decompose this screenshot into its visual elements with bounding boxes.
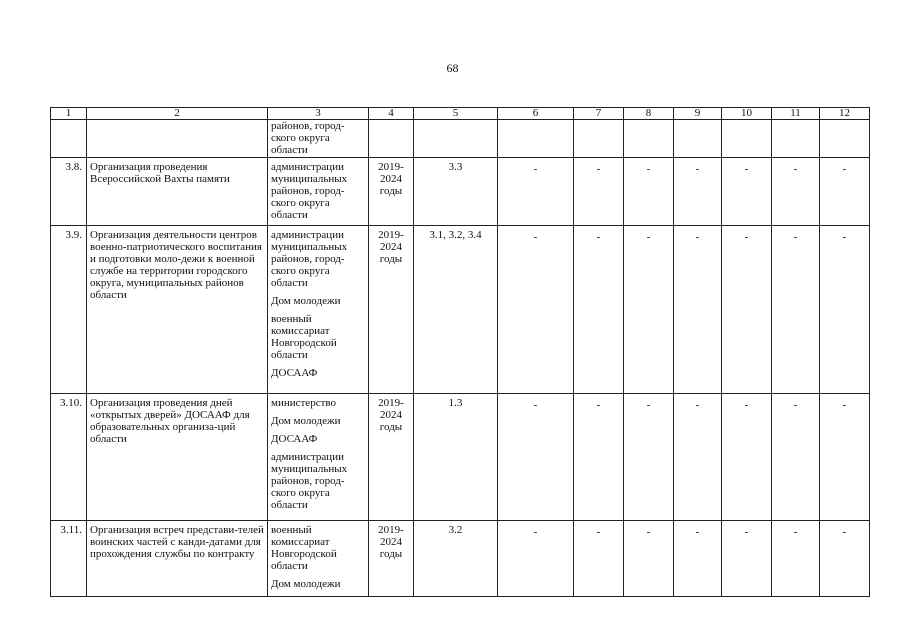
- value-cell: -: [722, 158, 772, 226]
- executor-cell: районов, город- ского округа области: [268, 120, 369, 158]
- years-line: 2019-: [378, 397, 404, 409]
- value-cell: -: [674, 158, 722, 226]
- executor-cell: [268, 226, 369, 394]
- years-line: 2019-: [378, 524, 404, 536]
- value-cell: -: [624, 226, 674, 394]
- header-cell: 10: [722, 108, 772, 120]
- executor: Дом молодежи: [271, 578, 341, 590]
- executor: администрации муниципальных районов, город-ского округа области: [271, 229, 348, 289]
- indicator-numbers: 3.1, 3.2, 3.4: [414, 226, 498, 394]
- executor: военный комиссариат Новгородской области: [271, 313, 337, 361]
- years-cell: [369, 158, 414, 226]
- value-cell: -: [722, 394, 772, 521]
- value-cell: -: [574, 394, 624, 521]
- header-cell: 2: [87, 108, 268, 120]
- executor: администрации муниципальных районов, город-ского округа области: [271, 161, 348, 221]
- header-cell: 5: [414, 108, 498, 120]
- years-line: годы: [379, 548, 403, 560]
- value-cell: -: [820, 158, 870, 226]
- years-line: 2024: [380, 409, 402, 421]
- value-cell: -: [820, 226, 870, 394]
- executor-cell: [268, 158, 369, 226]
- value-cell: -: [772, 394, 820, 521]
- value-cell: -: [674, 521, 722, 597]
- header-cell: 12: [820, 108, 870, 120]
- value-cell: -: [772, 226, 820, 394]
- value-cell: -: [820, 521, 870, 597]
- executor: министерство: [271, 397, 337, 409]
- row-number: 3.9.: [51, 226, 87, 394]
- years-line: 2024: [380, 241, 402, 253]
- value-cell: -: [624, 158, 674, 226]
- value-cell: -: [498, 158, 574, 226]
- value-cell: -: [722, 521, 772, 597]
- indicator-numbers: 3.2: [414, 521, 498, 597]
- table-row: [51, 394, 870, 521]
- years-line: годы: [379, 185, 403, 197]
- indicator-numbers: 3.3: [414, 158, 498, 226]
- table-row: [51, 226, 870, 394]
- indicator-numbers: 1.3: [414, 394, 498, 521]
- executor: администрации муниципальных районов, город-ского округа области: [271, 451, 348, 511]
- header-cell: 11: [772, 108, 820, 120]
- years-line: годы: [379, 253, 403, 265]
- years-line: 2019-: [378, 229, 404, 241]
- header-cell: 6: [498, 108, 574, 120]
- event-name: Организация проведения Всероссийской Вахты памяти: [87, 158, 268, 226]
- row-number: 3.10.: [51, 394, 87, 521]
- page-number: 68: [446, 61, 459, 75]
- plan-table: [50, 107, 870, 597]
- years-cell: [369, 394, 414, 521]
- row-number: 3.11.: [51, 521, 87, 597]
- header-cell: 7: [574, 108, 624, 120]
- header-cell: 9: [674, 108, 722, 120]
- header-cell: 3: [268, 108, 369, 120]
- executor: ДОСААФ: [271, 433, 318, 445]
- value-cell: -: [674, 394, 722, 521]
- table-row: [51, 521, 870, 597]
- executor: ДОСААФ: [271, 367, 318, 379]
- value-cell: -: [574, 521, 624, 597]
- executor: Дом молодежи: [271, 295, 341, 307]
- value-cell: -: [624, 521, 674, 597]
- executor: Дом молодежи: [271, 415, 341, 427]
- event-name: Организация проведения дней «открытых дверей» ДОСААФ для образовательных организа-ций области: [87, 394, 268, 521]
- row-number: 3.8.: [51, 158, 87, 226]
- value-cell: -: [574, 226, 624, 394]
- years-line: 2024: [380, 173, 402, 185]
- value-cell: -: [674, 226, 722, 394]
- years-cell: [369, 521, 414, 597]
- value-cell: -: [820, 394, 870, 521]
- value-cell: -: [498, 394, 574, 521]
- years-cell: [369, 226, 414, 394]
- value-cell: -: [498, 226, 574, 394]
- value-cell: -: [624, 394, 674, 521]
- value-cell: -: [498, 521, 574, 597]
- executor-cell: [268, 521, 369, 597]
- event-name: Организация деятельности центров военно-патриотического воспитания и подготовки моло-дежи к военной службе на территории городского округа, муниципальных районов области: [87, 226, 268, 394]
- table-row: [51, 158, 870, 226]
- value-cell: -: [574, 158, 624, 226]
- years-line: 2019-: [378, 161, 404, 173]
- years-line: 2024: [380, 536, 402, 548]
- executor-cell: [268, 394, 369, 521]
- header-cell: 1: [51, 108, 87, 120]
- years-line: годы: [379, 421, 403, 433]
- continuation-row: [51, 120, 870, 158]
- value-cell: -: [772, 521, 820, 597]
- executor: военный комиссариат Новгородской области: [271, 524, 337, 572]
- event-name: Организация встреч представи-телей воинских частей с канди-датами для прохождения службы по контракту: [87, 521, 268, 597]
- value-cell: -: [722, 226, 772, 394]
- header-row: [51, 108, 870, 120]
- header-cell: 4: [369, 108, 414, 120]
- value-cell: -: [772, 158, 820, 226]
- header-cell: 8: [624, 108, 674, 120]
